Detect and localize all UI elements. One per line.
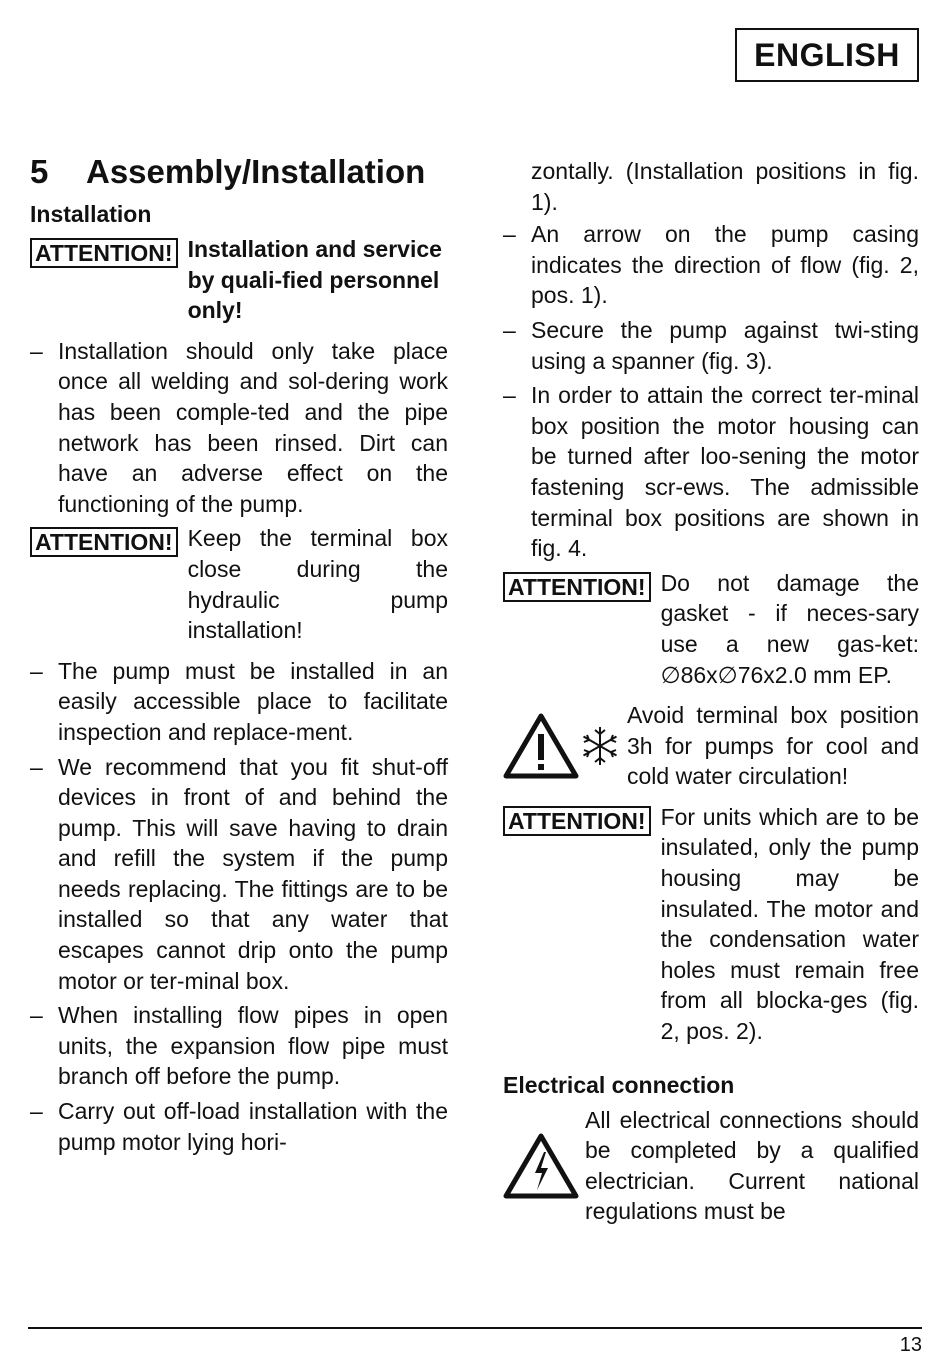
list-item: – The pump must be installed in an easily accessible place to facilitate inspection and replace-ment. — [30, 656, 448, 748]
list-item: – When installing flow pipes in open units, the expansion flow pipe must branch off before the pump. — [30, 1000, 448, 1092]
attention-label: ATTENTION! — [30, 238, 178, 268]
attention-label: ATTENTION! — [503, 572, 651, 602]
attention-text: Do not damage the gasket - if neces-sary use a new gas-ket: ∅86x∅76x2.0 mm EP. — [660, 569, 919, 688]
warning-cold-water — [503, 700, 919, 792]
attention-note-qualified-personnel — [30, 234, 448, 326]
right-column — [503, 156, 919, 1237]
instruction-list — [30, 336, 448, 520]
warning-text: All electrical connections should be completed by a qualified electrician. Current national regulations must be — [585, 1106, 919, 1225]
warning-icons — [503, 1105, 579, 1227]
attention-note-terminal-box — [30, 523, 448, 645]
warning-electrical — [503, 1105, 919, 1227]
attention-text: Keep the terminal box close during the hydraulic pump installation! — [187, 525, 448, 644]
instruction-list — [503, 219, 919, 564]
warning-triangle-icon — [503, 712, 579, 780]
list-item: – Secure the pump against twi-sting using a spanner (fig. 3). — [503, 315, 919, 376]
snowflake-icon — [579, 725, 621, 767]
instruction-list — [30, 656, 448, 1158]
language-label: ENGLISH — [735, 28, 919, 82]
attention-text: For units which are to be insulated, only the pump housing may be insulated. The motor and the condensation water holes must remain free from all blocka-ges (fig. 2, pos. 2). — [660, 803, 919, 1045]
warning-icons — [503, 700, 621, 792]
warning-text: Avoid terminal box position 3h for pumps for cool and cold water circulation! — [627, 702, 919, 790]
attention-label: ATTENTION! — [30, 527, 178, 557]
attention-label: ATTENTION! — [503, 806, 651, 836]
attention-note-gasket — [503, 568, 919, 690]
section-heading — [30, 150, 448, 194]
section-title: Assembly/Installation — [86, 153, 426, 190]
electrical-hazard-icon — [503, 1132, 579, 1200]
list-item-continuation: zontally. (Installation positions in fig. 1). — [531, 158, 919, 215]
attention-text: Installation and service by quali-fied personnel only! — [187, 236, 442, 324]
list-item: – We recommend that you fit shut-off devices in front of and behind the pump. This will save having to drain and refill the system if the pump needs replacing. The fittings are to be installed so that any water that escapes cannot drip onto the pump motor or ter-minal box. — [30, 752, 448, 997]
page-number: 13 — [899, 1334, 922, 1356]
list-item: – In order to attain the correct ter-minal box position the motor housing can be turned after loo-sening the motor fastening scr-ews. The admissible terminal box positions are shown in fig. 4. — [503, 380, 919, 564]
installation-subheading: Installation — [30, 201, 152, 227]
footer-divider — [28, 1327, 922, 1329]
list-item: – An arrow on the pump casing indicates the direction of flow (fig. 2, pos. 1). — [503, 219, 919, 311]
section-number: 5 — [30, 153, 49, 190]
left-column — [30, 150, 448, 1161]
electrical-connection-subheading: Electrical connection — [503, 1071, 735, 1098]
list-item: – Carry out off-load installation with the pump motor lying hori- — [30, 1096, 448, 1157]
list-item: – Installation should only take place once all welding and sol-dering work has been comple-ted and the pipe network has been rinsed. Dirt can have an adverse effect on the functioning of the pump. — [30, 336, 448, 520]
attention-note-insulation — [503, 802, 919, 1047]
